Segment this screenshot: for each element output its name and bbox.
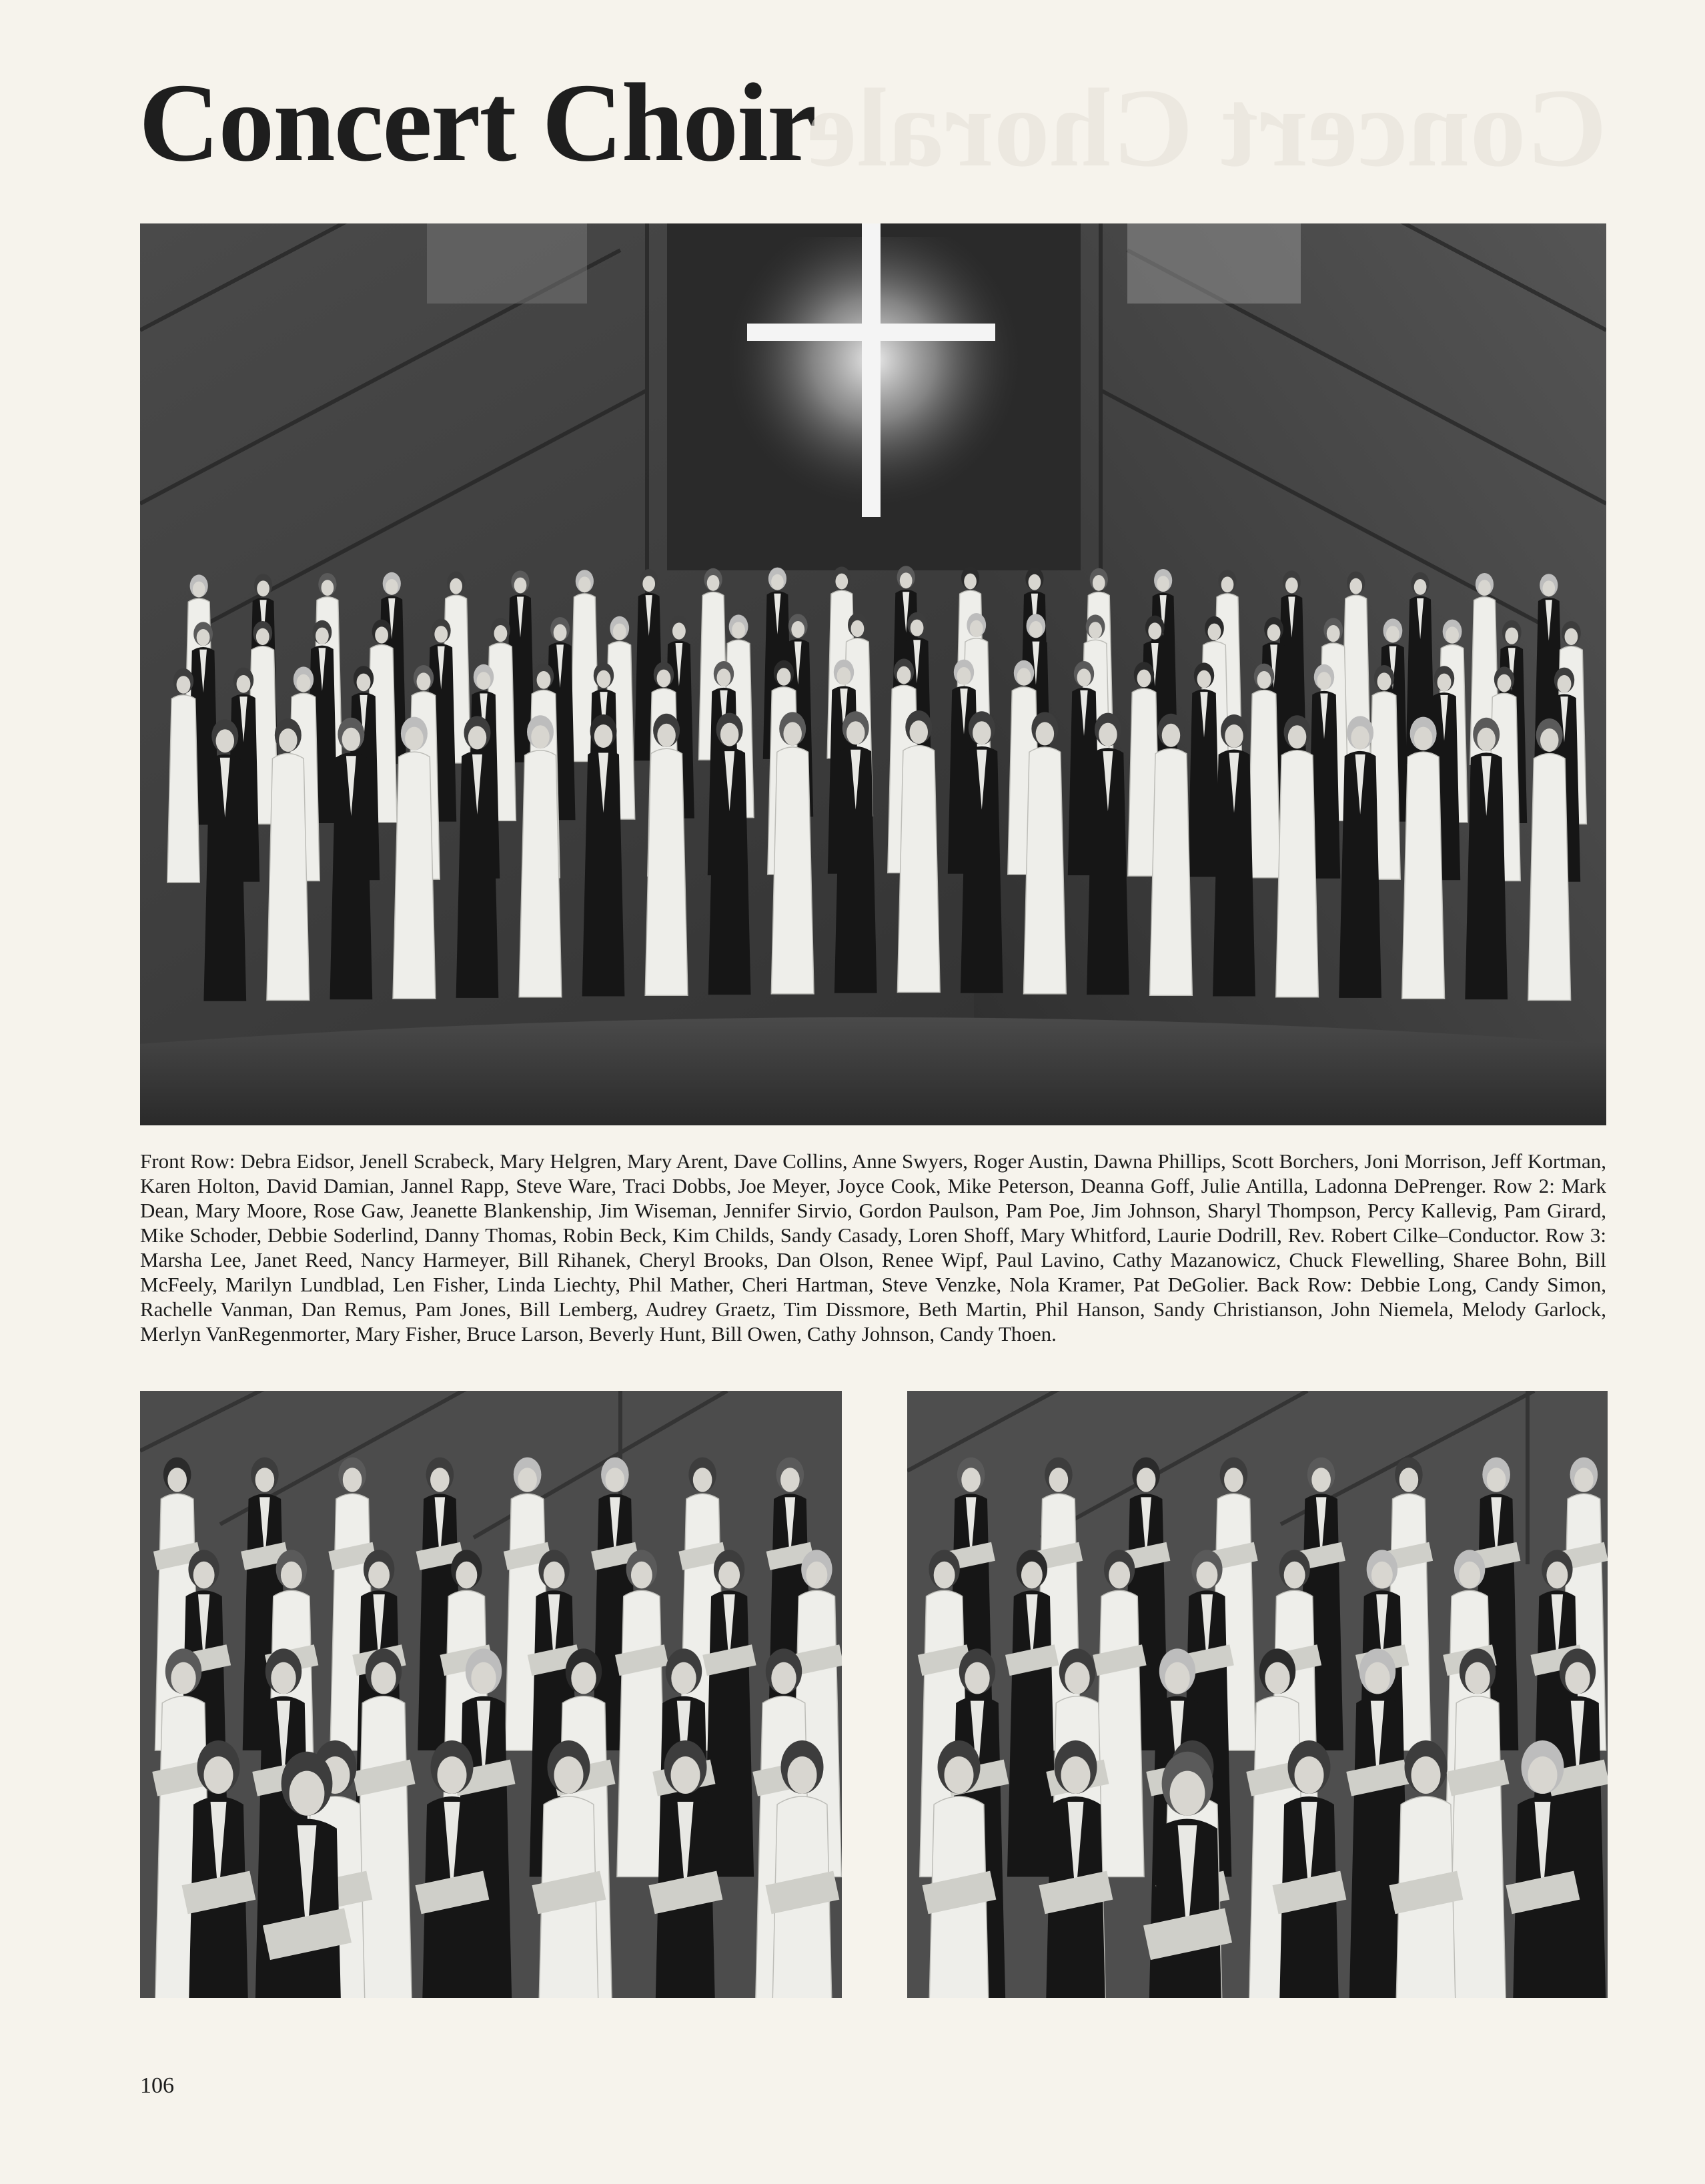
choir-member-face — [642, 576, 655, 592]
choir-member-face — [970, 620, 983, 637]
choir-member-face — [1099, 723, 1117, 746]
choir-member-face — [357, 674, 371, 692]
choir-member-robe — [519, 750, 562, 997]
choir-member-face — [477, 672, 491, 690]
choir-member-face — [204, 1756, 233, 1794]
choir-member-face — [1574, 1468, 1594, 1492]
choir-member-face — [788, 1756, 817, 1794]
choir-member-face — [1411, 1756, 1441, 1794]
choir-member-face — [456, 1562, 477, 1589]
choir-member-face — [1089, 622, 1102, 638]
bleed-through-title: Concert Chorale — [807, 66, 1607, 190]
choir-member-face — [1197, 670, 1211, 688]
choir-member-face — [1208, 624, 1221, 640]
choir-member-face — [1542, 580, 1555, 596]
choir-member-face — [597, 670, 611, 688]
choir-member-face — [297, 674, 311, 692]
choir-member-face — [1365, 1662, 1389, 1694]
choir-member-face — [537, 671, 551, 689]
choir-member-face — [1317, 672, 1331, 690]
choir-member-robe — [1449, 1696, 1507, 1998]
choir-member-face — [806, 1562, 827, 1589]
choir-member-face — [657, 670, 671, 688]
choir-member-face — [375, 626, 388, 643]
choir-member-face — [1288, 725, 1307, 748]
choir-member-robe — [1248, 690, 1280, 878]
choir-member-face — [514, 578, 527, 594]
choir-member-face — [1196, 1562, 1217, 1589]
photo-caption: Front Row: Debra Eidsor, Jenell Scrabeck, Mary Helgren, Mary Arent, Dave Collins, Anne Swyers, Roger Austin, Dawna Phillips, Scott Borchers, Joni Morrison, Jeff Kortman, Karen Holton, David Damian, Jannel Rapp, Steve Ware, Traci Dobbs, Joe Meyer, Joyce Cook, Mike Peterson, Deanna Goff, Julie Antilla, Ladonna DePrenger. Row 2: Mark Dean, Mary Moore, Rose Gaw, Jeanette Blankenship, Jim Wiseman, Jennifer Sirvio, Gordon Paulson, Pam Poe, Jim Johnson, Sharyl Thompson, Percy Kallevig, Pam Girard, Mike Schoder, Debbie Soderlind, Danny Thomas, Robin Beck, Kim Childs, Sandy Casady, Loren Shoff, Mary Whitford, Laurie Dodrill, Rev. Robert Cilke–Conductor. Row 3: Marsha Lee, Janet Reed, Nancy Harmeyer, Bill Rihanek, Cheryl Brooks, Dan Olson, Renee Wipf, Paul Lavino, Cathy Mazanowicz, Chuck Flewelling, Sharee Bohn, Bill McFeely, Marilyn Lundblad, Len Fisher, Linda Liechty, Phil Mather, Cheri Hartman, Steve Venzke, Nola Kramer, Pat DeGolier. Back Row: Debbie Long, Candy Simon, Rachelle Vanman, Dan Remus, Pam Jones, Bill Lemberg, Audrey Graetz, Tim Dissmore, Beth Martin, Phil Hanson, Sandy Christianson, John Niemela, Melody Garlock, Merlyn VanRegenmorter, Mary Fisher, Bruce Larson, Beverly Hunt, Bill Owen, Cathy Johnson, Candy Thoen. — [140, 1149, 1606, 1345]
choir-member-face — [961, 1468, 981, 1492]
choir-member-face — [964, 574, 977, 590]
choir-member-robe — [1528, 754, 1571, 1001]
choir-member-face — [342, 728, 361, 751]
choir-member-face — [1285, 578, 1298, 594]
choir-member-face — [717, 668, 731, 686]
choir-member-face — [1558, 675, 1572, 693]
choir-member-face — [732, 622, 745, 638]
choir-member-face — [671, 1662, 696, 1694]
choir-member-face — [1487, 1468, 1506, 1492]
choir-member-face — [343, 1468, 362, 1492]
choir-member-face — [1221, 576, 1234, 592]
choir-member-face — [791, 621, 804, 638]
choir-member-face — [1371, 1562, 1393, 1589]
choir-member-face — [494, 625, 508, 642]
choir-member-face — [1546, 1562, 1568, 1589]
choir-member-face — [167, 1468, 187, 1492]
choir-singing-photo-left — [140, 1391, 842, 1998]
choir-member-face — [777, 668, 791, 686]
choir-member-face — [1565, 1662, 1590, 1694]
choir-member-face — [973, 721, 991, 744]
choir-member-face — [1498, 674, 1512, 692]
page-number: 106 — [140, 2073, 174, 2098]
choir-member-face — [1049, 1468, 1069, 1492]
choir-singing-photo-right — [907, 1391, 1608, 1998]
choir-member-face — [1093, 575, 1105, 591]
choir-member-face — [707, 575, 720, 591]
choir-member-robe — [645, 748, 688, 995]
choir-member-face — [1465, 1662, 1490, 1694]
choir-member-robe — [617, 1590, 666, 1876]
choir-member-face — [910, 720, 929, 744]
choir-member-face — [368, 1562, 390, 1589]
choir-member-face — [1165, 1662, 1189, 1694]
choir-member-face — [438, 1756, 467, 1794]
choir-member-face — [1377, 672, 1391, 690]
choir-member-face — [255, 1468, 275, 1492]
choir-member-face — [544, 1562, 565, 1589]
choir-member-face — [1017, 668, 1031, 686]
choir-member-robe — [897, 746, 940, 993]
choir-member-face — [1148, 622, 1161, 639]
choir-member-face — [1257, 671, 1271, 689]
choir-member-face — [386, 579, 398, 595]
choir-member-face — [1061, 1756, 1091, 1794]
choir-member-robe — [771, 747, 814, 994]
choir-member-face — [1265, 1662, 1289, 1694]
choir-member-face — [1170, 1771, 1205, 1816]
choir-member-robe — [267, 754, 310, 1001]
choir-member-face — [434, 626, 448, 642]
choir-member-face — [594, 724, 613, 748]
choir-member-face — [1036, 722, 1055, 745]
choir-member-face — [1399, 1468, 1419, 1492]
choir-member-face — [1029, 621, 1043, 638]
choir-member-face — [257, 580, 269, 596]
choir-member-face — [1021, 1562, 1043, 1589]
choir-member-face — [171, 1662, 195, 1694]
choir-member-face — [945, 1756, 974, 1794]
choir-member-face — [405, 727, 424, 750]
choir-member-face — [900, 572, 913, 588]
choir-member-face — [846, 721, 865, 744]
choir-member-face — [193, 582, 205, 598]
choir-member-face — [1565, 628, 1578, 645]
choir-member-face — [281, 1562, 302, 1589]
choir-member-face — [1029, 574, 1041, 590]
choir-member-face — [216, 729, 235, 752]
choir-member-face — [1327, 625, 1340, 642]
choir-member-robe — [1023, 747, 1066, 994]
choir-member-face — [1505, 628, 1518, 644]
choir-member-robe — [1150, 748, 1193, 995]
choir-member-face — [1162, 724, 1181, 747]
choir-member-face — [193, 1562, 215, 1589]
choir-member-face — [1311, 1468, 1331, 1492]
choir-member-face — [837, 667, 851, 685]
choir-member-robe — [1095, 1590, 1144, 1876]
choir-member-face — [851, 620, 865, 637]
choir-member-face — [1077, 668, 1091, 686]
choir-member-face — [671, 1756, 700, 1794]
choir-member-face — [1284, 1562, 1305, 1589]
choir-member-face — [471, 1662, 496, 1694]
choir-member-face — [430, 1468, 450, 1492]
choir-member-face — [1065, 1662, 1089, 1694]
choir-member-face — [1438, 674, 1452, 692]
choir-member-face — [450, 578, 462, 594]
choir-member-face — [1137, 1468, 1156, 1492]
choir-member-face — [518, 1468, 537, 1492]
choir-member-face — [1540, 728, 1559, 752]
choir-member-face — [197, 629, 210, 646]
choir-member-face — [606, 1468, 625, 1492]
choir-member-robe — [393, 752, 436, 999]
choir-member-face — [780, 1468, 800, 1492]
choir-member-face — [578, 576, 591, 592]
choir-member-face — [911, 620, 924, 636]
choir-member-face — [965, 1662, 989, 1694]
choir-member-face — [1225, 724, 1243, 748]
choir-member-face — [957, 667, 971, 685]
choir-member-face — [322, 580, 334, 596]
choir-member-face — [631, 1562, 652, 1589]
choir-member-face — [1446, 626, 1459, 643]
choir-member-face — [720, 723, 739, 746]
choir-member-face — [1224, 1468, 1243, 1492]
choir-member-face — [1528, 1756, 1558, 1794]
choir-member-face — [718, 1562, 740, 1589]
choir-member-face — [1157, 576, 1169, 592]
choir-member-face — [554, 1756, 584, 1794]
choir-member-face — [531, 725, 550, 748]
choir-member-face — [1349, 578, 1362, 594]
choir-member-face — [316, 628, 329, 644]
choir-member-face — [897, 666, 911, 684]
choir-member-face — [1109, 1562, 1130, 1589]
choir-member-robe — [167, 695, 199, 883]
choir-member-face — [693, 1468, 712, 1492]
choir-member-face — [554, 624, 567, 641]
choir-member-robe — [1402, 752, 1445, 999]
choir-member-face — [1295, 1756, 1324, 1794]
choir-member-face — [1137, 670, 1151, 688]
choir-member-face — [1386, 626, 1399, 642]
choir-member-face — [1351, 726, 1369, 749]
choir-member-face — [1477, 728, 1496, 751]
choir-member-robe — [1276, 750, 1319, 997]
choir-member-face — [371, 1662, 396, 1694]
choir-member-face — [783, 722, 802, 745]
choir-member-face — [613, 624, 626, 640]
choir-member-face — [177, 676, 191, 694]
page-title: Concert Choir — [139, 61, 816, 185]
choir-member-face — [657, 724, 676, 747]
choir-member-face — [771, 574, 784, 590]
choir-member-face — [417, 672, 431, 690]
choir-member-face — [1459, 1562, 1480, 1589]
choir-member-face — [1267, 624, 1281, 641]
main-choir-photo — [140, 223, 1606, 1125]
choir-member-face — [835, 574, 848, 590]
choir-member-face — [771, 1662, 796, 1694]
choir-member-face — [571, 1662, 596, 1694]
choir-member-face — [237, 675, 251, 693]
choir-member-face — [1414, 727, 1433, 750]
choir-member-face — [468, 726, 487, 749]
choir-member-face — [256, 628, 269, 645]
choir-member-face — [271, 1662, 296, 1694]
choir-member-face — [1414, 579, 1427, 595]
choir-member-face — [1478, 580, 1491, 596]
choir-member-face — [934, 1562, 955, 1589]
choir-member-face — [672, 622, 686, 639]
choir-member-face — [290, 1771, 325, 1816]
choir-member-face — [279, 728, 298, 752]
